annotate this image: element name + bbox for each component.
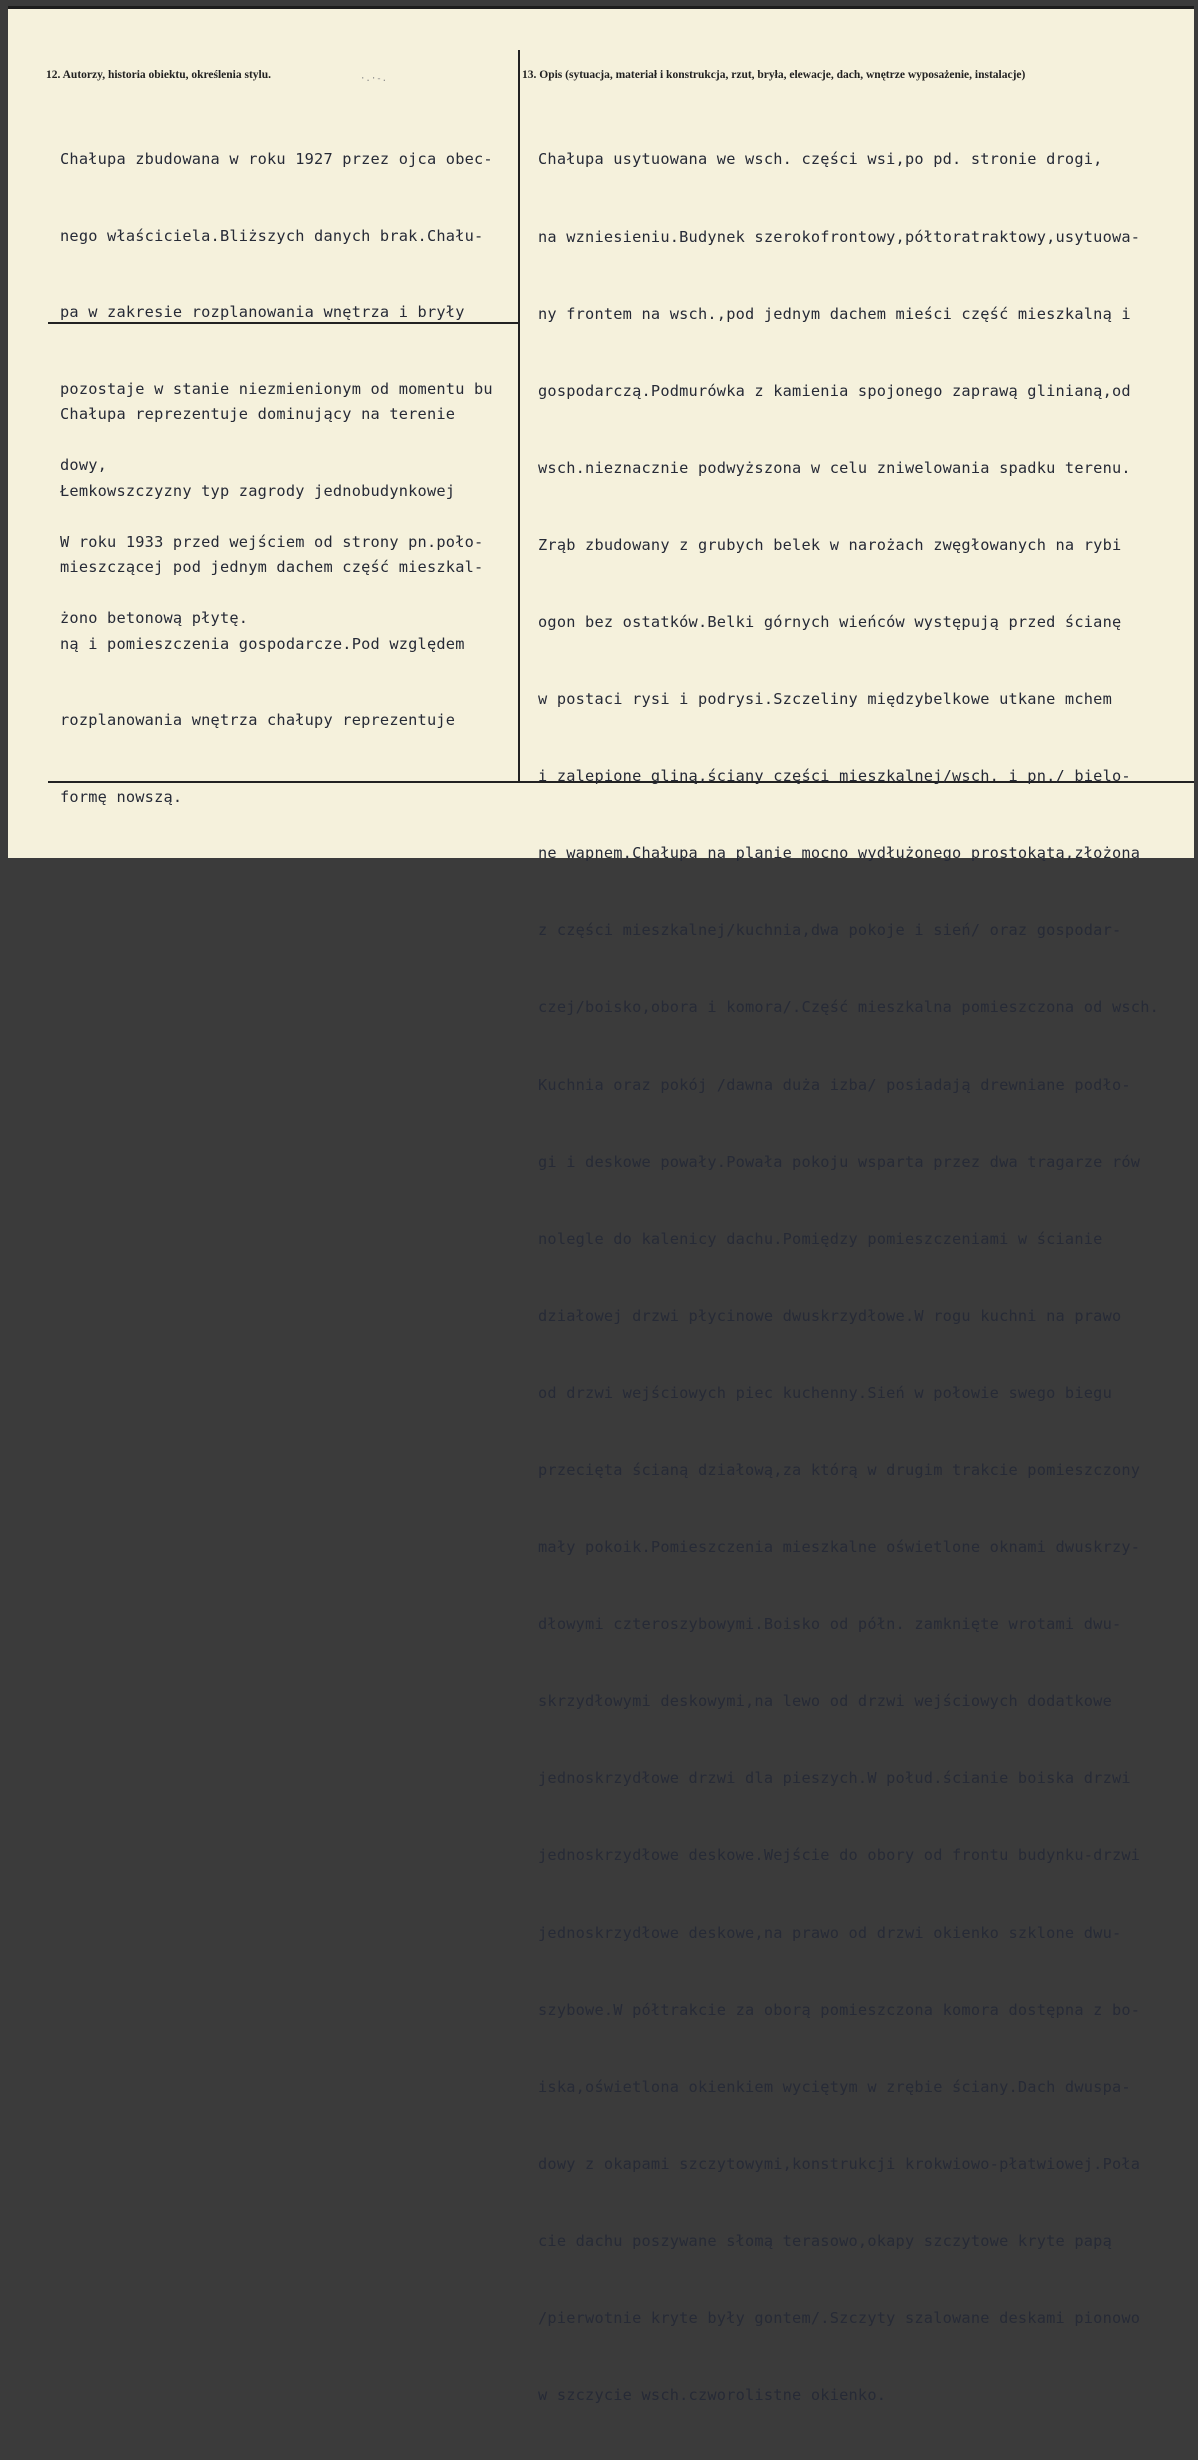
- text-line: jednoskrzydłowe deskowe.Wejście do obory od frontu budynku-drzwi: [538, 1846, 1141, 1865]
- text-line: jednoskrzydłowe deskowe,na prawo od drzwi okienko szklone dwu-: [538, 1923, 1122, 1942]
- text-line: dowy z okapami szczytowymi,konstrukcji krokwiowo-płatwiowej.Poła: [538, 2154, 1141, 2173]
- text-line: /pierwotnie kryte były gontem/.Szczyty szalowane deskami pionowo: [538, 2309, 1141, 2328]
- card-top-edge: [8, 6, 1194, 9]
- text-line: gospodarczą.Podmurówka z kamienia spojonego zaprawą glinianą,od: [538, 381, 1131, 400]
- section-12-heading: 12. Autorzy, historia obiektu, określenia stylu.: [46, 69, 272, 81]
- text-line: żono betonową płytę.: [60, 609, 249, 627]
- text-line: w postaci rysi i podrysi.Szczeliny międzybelkowe utkane mchem: [538, 690, 1112, 709]
- text-line: skrzydłowymi deskowymi,na lewo od drzwi wejściowych dodatkowe: [538, 1692, 1112, 1711]
- text-line: ny frontem na wsch.,pod jednym dachem mieści część mieszkalną i: [538, 304, 1131, 323]
- stray-marks: ·.·-.: [360, 74, 388, 84]
- description-text: [538, 96, 1159, 2460]
- text-line: Łemkowszczyzny typ zagrody jednobudynkowej: [60, 481, 456, 500]
- text-line: gi i deskowe powały.Powała pokoju wsparta przez dwa tragarze rów: [538, 1152, 1141, 1171]
- text-line: ogon bez ostatków.Belki górnych wieńców występują przed ścianę: [538, 612, 1122, 631]
- text-line: iska,oświetlona okienkiem wyciętym w zrębie ściany.Dach dwuspa-: [538, 2077, 1131, 2096]
- column-divider: [518, 50, 520, 782]
- text-line: z części mieszkalnej/kuchnia,dwa pokoje i sień/ oraz gospodar-: [538, 921, 1122, 940]
- text-line: i zalepione gliną,ściany części mieszkalnej/wsch. i pn./ bielo-: [538, 767, 1131, 786]
- text-line: od drzwi wejściowych piec kuchenny.Sień w połowie swego biegu: [538, 1383, 1112, 1402]
- text-line: Kuchnia oraz pokój /dawna duża izba/ posiadają drewniane podło-: [538, 1075, 1131, 1094]
- text-line: wsch.nieznacznie podwyższona w celu zniwelowania spadku terenu.: [538, 458, 1131, 477]
- text-line: nolegle do kalenicy dachu.Pomiędzy pomieszczeniami w ścianie: [538, 1229, 1103, 1248]
- text-line: Zrąb zbudowany z grubych belek w narożach zwęgłowanych na rybi: [538, 535, 1122, 554]
- text-line: Chałupa usytuowana we wsch. części wsi,po pd. stronie drogi,: [538, 150, 1103, 169]
- text-line: pozostaje w stanie niezmienionym od momentu bu: [60, 379, 493, 398]
- style-text: [60, 351, 483, 861]
- text-line: przecięta ścianą działową,za którą w drugim trakcie pomieszczony: [538, 1461, 1141, 1479]
- text-line: Chałupa reprezentuje dominujący na terenie: [60, 405, 456, 423]
- text-line: cie dachu poszywane słomą terasowo,okapy szczytowe kryte papą: [538, 2231, 1112, 2250]
- text-line: pa w zakresie rozplanowania wnętrza i bryły: [60, 303, 465, 321]
- text-line: rozplanowania wnętrza chałupy reprezentuje: [60, 711, 456, 729]
- text-line: mały pokoik.Pomieszczenia mieszkalne oświetlone oknami dwuskrzy-: [538, 1538, 1141, 1557]
- text-line: działowej drzwi płycinowe dwuskrzydłowe.W rogu kuchni na prawo: [538, 1306, 1122, 1325]
- text-line: nego właściciela.Bliższych danych brak.Chału-: [60, 226, 484, 245]
- text-line: Chałupa zbudowana w roku 1927 przez ojca obec-: [60, 150, 493, 168]
- text-line: ne wapnem.Chałupa na planie mocno wydłużonego prostokąta,złożona: [538, 844, 1141, 863]
- text-line: dowy,: [60, 456, 108, 474]
- text-line: W roku 1933 przed wejściem od strony pn.poło-: [60, 532, 484, 551]
- text-line: jednoskrzydłowe drzwi dla pieszych.W połud.ścianie boiska drzwi: [538, 1769, 1131, 1788]
- text-line: ną i pomieszczenia gospodarcze.Pod względem: [60, 634, 465, 653]
- section-13-heading: 13. Opis (sytuacja, materiał i konstrukcja, rzut, bryła, elewacje, dach, wnętrze wyposażenie, instalacje): [522, 69, 1026, 81]
- text-line: szybowe.W półtrakcie za oborą pomieszczona komora dostępna z bo-: [538, 2000, 1141, 2019]
- text-line: na wzniesieniu.Budynek szerokofrontowy,półtoratraktowy,usytuowa-: [538, 227, 1141, 246]
- text-line: mieszczącej pod jednym dachem część mieszkal-: [60, 558, 484, 576]
- text-line: czej/boisko,obora i komora/.Część mieszkalna pomieszczona od wsch.: [538, 998, 1160, 1017]
- text-line: w szczycie wsch.czworolistne okienko.: [538, 2386, 887, 2405]
- text-line: formę nowszą.: [60, 787, 183, 806]
- text-line: dłowymi czteroszybowymi.Boisko od półn. zamknięte wrotami dwu-: [538, 1615, 1122, 1634]
- form-card: [8, 6, 1194, 2405]
